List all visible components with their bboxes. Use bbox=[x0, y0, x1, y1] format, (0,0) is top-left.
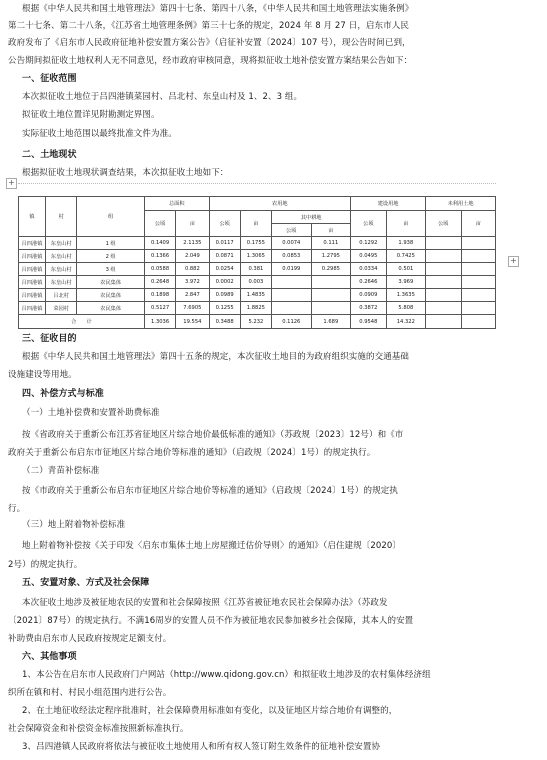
section-4-3-line-1: 地上附着物补偿按《关于印发〈启东市集体土地上房屋搬迁估价导则〉的通知》（启住建规〔2020〕 bbox=[22, 541, 401, 551]
unit-mu: 亩 bbox=[176, 211, 209, 237]
table-cell: 农民集体 bbox=[77, 276, 145, 289]
unit-mu: 亩 bbox=[240, 211, 271, 237]
header-agricultural: 农用地 bbox=[209, 197, 351, 211]
section-6-line-2: 织所在镇和村、村民小组范围内进行公告。 bbox=[8, 688, 172, 698]
section-5-line-1: 本次征收土地涉及被征地农民的安置和社会保障按照《江苏省被征地农民社会保障办法》（苏政发 bbox=[22, 598, 388, 608]
table-cell: 0.003 bbox=[240, 276, 271, 289]
table-cell: 1.3065 bbox=[240, 250, 271, 263]
section-4-2-line-2: 行。 bbox=[8, 504, 26, 514]
section-2-title: 二、土地现状 bbox=[22, 150, 77, 160]
unit-ha: 公顷 bbox=[209, 211, 240, 237]
table-cell: 0.0002 bbox=[209, 276, 240, 289]
intro-line-3: 政府发布了《启东市人民政府征地补偿安置方案公告》（启征补安置〔2024〕107 号），现公告时间已到， bbox=[8, 38, 411, 48]
table-cell: 2.847 bbox=[176, 289, 209, 302]
table-cell: 吕四港镇 bbox=[19, 276, 46, 289]
table-row bbox=[19, 289, 496, 302]
header-village: 村 bbox=[46, 197, 77, 237]
table-cell bbox=[461, 237, 496, 250]
table-cell: 0.0909 bbox=[351, 289, 386, 302]
section-4-2-line-1: 按《市政府关于重新公布启东市征地区片综合地价等标准的通知》（启政规〔2024〕1号）的规定执 bbox=[22, 486, 398, 496]
section-6-line-1: 1、本公告在启东市人民政府门户网站（http://www.qidong.gov.cn）和拟征收土地涉及的农村集体经济组 bbox=[22, 670, 431, 680]
table-cell bbox=[426, 237, 461, 250]
section-4-2-title: （二）青苗补偿标准 bbox=[22, 466, 100, 476]
table-row bbox=[19, 250, 496, 263]
table-row bbox=[19, 263, 496, 276]
table-row bbox=[19, 276, 496, 289]
table-cell: 0.1898 bbox=[144, 289, 175, 302]
table-cell bbox=[426, 302, 461, 315]
table-cell: 0.0254 bbox=[209, 263, 240, 276]
table-cell: 东皇山村 bbox=[46, 276, 77, 289]
table-cell bbox=[426, 315, 461, 329]
section-3-title: 三、征收目的 bbox=[22, 334, 77, 344]
table-cell: 0.1292 bbox=[351, 237, 386, 250]
section-1-line-3: 实际征收土地范围以最终批准文件为准。 bbox=[22, 129, 177, 139]
header-town: 镇 bbox=[19, 197, 46, 237]
unit-ha: 公顷 bbox=[272, 224, 312, 237]
table-cell: 东皇山村 bbox=[46, 263, 77, 276]
table-cell: 0.0588 bbox=[144, 263, 175, 276]
section-1-line-2: 拟征收土地位置详见附勘测定界图。 bbox=[22, 110, 160, 120]
table-cell: 菜园村 bbox=[46, 302, 77, 315]
table-cell: 农民集体 bbox=[77, 289, 145, 302]
table-row bbox=[19, 237, 496, 250]
table-cell: 0.882 bbox=[176, 263, 209, 276]
intro-line-4: 公告期间拟征收土地权利人无不同意见，经市政府审核同意，现将拟征收土地补偿安置方案结果公告如下： bbox=[8, 56, 413, 66]
table-cell: 7.6905 bbox=[176, 302, 209, 315]
unit-ha: 公顷 bbox=[351, 211, 386, 237]
table-cell: 1.4835 bbox=[240, 289, 271, 302]
table-cell: 2.049 bbox=[176, 250, 209, 263]
table-cell: 0.0853 bbox=[272, 250, 312, 263]
section-4-1-line-1: 按《省政府关于重新公布江苏省征地区片综合地价最低标准的通知》（苏政规〔2023〕12号）和《市 bbox=[22, 430, 404, 440]
section-5-title: 五、安置对象、方式及社会保障 bbox=[22, 578, 150, 588]
table-cell: 1.3036 bbox=[144, 315, 175, 329]
table-cell bbox=[426, 276, 461, 289]
table-cell bbox=[272, 302, 312, 315]
table-cell bbox=[311, 276, 351, 289]
table-move-handle[interactable]: + bbox=[6, 178, 17, 189]
table-row bbox=[19, 302, 496, 315]
table-cell: 吕四港镇 bbox=[19, 250, 46, 263]
table-cell: 0.7425 bbox=[386, 250, 426, 263]
table-total-row bbox=[19, 315, 496, 329]
section-1-line-1: 本次拟征收土地位于吕四港镇菜园村、吕北村、东皇山村及 1、2、3 组。 bbox=[22, 92, 303, 102]
table-cell: 0.3872 bbox=[351, 302, 386, 315]
table-cell: 5.232 bbox=[240, 315, 271, 329]
section-6-line-4: 社会保障资金和补偿资金标准按照新标准执行。 bbox=[8, 724, 189, 734]
table-cell: 东皇山村 bbox=[46, 250, 77, 263]
table-cell: 0.2648 bbox=[144, 276, 175, 289]
table-cell: 3.972 bbox=[176, 276, 209, 289]
table-cell: 0.9548 bbox=[351, 315, 386, 329]
table-cell: 0.2985 bbox=[311, 263, 351, 276]
table-cell bbox=[461, 315, 496, 329]
table-cell: 0.0074 bbox=[272, 237, 312, 250]
section-2-line: 根据拟征收土地现状调查结果，本次拟征收土地如下： bbox=[22, 168, 229, 178]
table-cell: 0.111 bbox=[311, 237, 351, 250]
table-cell bbox=[461, 302, 496, 315]
section-1-title: 一、征收范围 bbox=[22, 74, 77, 84]
header-construction: 建设用地 bbox=[351, 197, 426, 211]
header-total-area: 总面积 bbox=[144, 197, 209, 211]
table-cell: 0.0334 bbox=[351, 263, 386, 276]
table-cell bbox=[272, 276, 312, 289]
table-cell: 1.938 bbox=[386, 237, 426, 250]
section-4-3-line-2: 2号）的规定执行。 bbox=[8, 560, 83, 570]
section-4-1-title: （一）土地补偿费和安置补助费标准 bbox=[22, 408, 160, 418]
section-4-1-line-2: 政府关于重新公布启东市征地区片综合地价等标准的通知》（启政规〔2024〕1号）的规定执行。 bbox=[8, 448, 376, 458]
table-cell: 1.8825 bbox=[240, 302, 271, 315]
table-cell: 0.0495 bbox=[351, 250, 386, 263]
section-4-title: 四、补偿方式与标准 bbox=[22, 389, 104, 399]
table-cell: 吕四港镇 bbox=[19, 289, 46, 302]
table-cell bbox=[461, 263, 496, 276]
table-cell: 农民集体 bbox=[77, 302, 145, 315]
table-cell: 0.3488 bbox=[209, 315, 240, 329]
header-group: 组 bbox=[77, 197, 145, 237]
table-cell: 1 组 bbox=[77, 237, 145, 250]
section-4-3-title: （三）地上附着物补偿标准 bbox=[22, 520, 126, 530]
unit-mu: 亩 bbox=[461, 211, 496, 237]
table-cell: 0.501 bbox=[386, 263, 426, 276]
table-cell bbox=[426, 250, 461, 263]
table-top-guide bbox=[18, 183, 496, 184]
section-5-line-3: 补助费由启东市人民政府按规定足额支付。 bbox=[8, 634, 172, 644]
table-cell: 2 组 bbox=[77, 250, 145, 263]
table-cell: 3.969 bbox=[386, 276, 426, 289]
table-cell: 0.2646 bbox=[351, 276, 386, 289]
table-cell bbox=[426, 289, 461, 302]
table-cell: 东皇山村 bbox=[46, 237, 77, 250]
table-cell: 0.0117 bbox=[209, 237, 240, 250]
section-6-title: 六、其他事项 bbox=[22, 652, 77, 662]
section-6-line-5: 3、吕四港镇人民政府将依法与被征收土地使用人和所有权人签订附生效条件的征地补偿安置协 bbox=[22, 742, 381, 752]
table-cell: 0.1755 bbox=[240, 237, 271, 250]
table-cell: 0.1255 bbox=[209, 302, 240, 315]
table-cell bbox=[461, 276, 496, 289]
table-cell bbox=[461, 289, 496, 302]
table-cell: 3 组 bbox=[77, 263, 145, 276]
table-cell: 0.1126 bbox=[272, 315, 312, 329]
table-cell: 2.1135 bbox=[176, 237, 209, 250]
table-cell: 0.5127 bbox=[144, 302, 175, 315]
unit-ha: 公顷 bbox=[144, 211, 175, 237]
table-cell: 0.1366 bbox=[144, 250, 175, 263]
table-cell: 0.1409 bbox=[144, 237, 175, 250]
table-cell: 吕四港镇 bbox=[19, 263, 46, 276]
table-cell: 1.2795 bbox=[311, 250, 351, 263]
table-cell bbox=[311, 302, 351, 315]
table-cell: 0.0199 bbox=[272, 263, 312, 276]
total-label: 合 计 bbox=[19, 315, 145, 329]
header-arable: 其中耕地 bbox=[272, 211, 351, 224]
table-cell: 19.554 bbox=[176, 315, 209, 329]
table-cell bbox=[426, 263, 461, 276]
section-3-line-2: 设施建设等用地。 bbox=[8, 370, 77, 380]
table-cell: 吕北村 bbox=[46, 289, 77, 302]
table-add-column-handle[interactable]: + bbox=[508, 256, 519, 267]
table-cell bbox=[461, 250, 496, 263]
unit-mu: 亩 bbox=[311, 224, 351, 237]
table-cell: 1.689 bbox=[311, 315, 351, 329]
section-3-line-1: 根据《中华人民共和国土地管理法》第四十五条的规定，本次征收土地目的为政府组织实施的交通基础 bbox=[22, 352, 410, 362]
table-cell: 吕四港镇 bbox=[19, 302, 46, 315]
header-unused: 未利用土地 bbox=[426, 197, 496, 211]
table-body bbox=[19, 237, 496, 315]
table-cell: 0.0989 bbox=[209, 289, 240, 302]
table-cell: 吕四港镇 bbox=[19, 237, 46, 250]
unit-ha: 公顷 bbox=[426, 211, 461, 237]
table-cell: 14.322 bbox=[386, 315, 426, 329]
table-cell: 0.381 bbox=[240, 263, 271, 276]
table-cell bbox=[272, 289, 312, 302]
intro-line-1: 根据《中华人民共和国土地管理法》第四十七条、第四十八条，《中华人民共和国土地管理法实施条例》 bbox=[22, 4, 414, 14]
section-5-line-2: 〔2021〕87号）的规定执行。不满16周岁的安置人员不作为被征地农民参加被乡社会保障，其本人的安置 bbox=[8, 616, 414, 626]
section-6-line-3: 2、在土地征收经法定程序批准时，社会保障费用标准如有变化，以及征地区片综合地价有调整的， bbox=[22, 706, 398, 716]
intro-line-2: 第二十七条、第二十八条，《江苏省土地管理条例》第三十七条的规定，2024 年 8 月 27 日，启东市人民 bbox=[8, 21, 409, 31]
table-cell: 5.808 bbox=[386, 302, 426, 315]
unit-mu: 亩 bbox=[386, 211, 426, 237]
table-cell bbox=[311, 289, 351, 302]
land-status-table bbox=[18, 196, 496, 329]
table-cell: 1.3635 bbox=[386, 289, 426, 302]
table-cell: 0.0871 bbox=[209, 250, 240, 263]
